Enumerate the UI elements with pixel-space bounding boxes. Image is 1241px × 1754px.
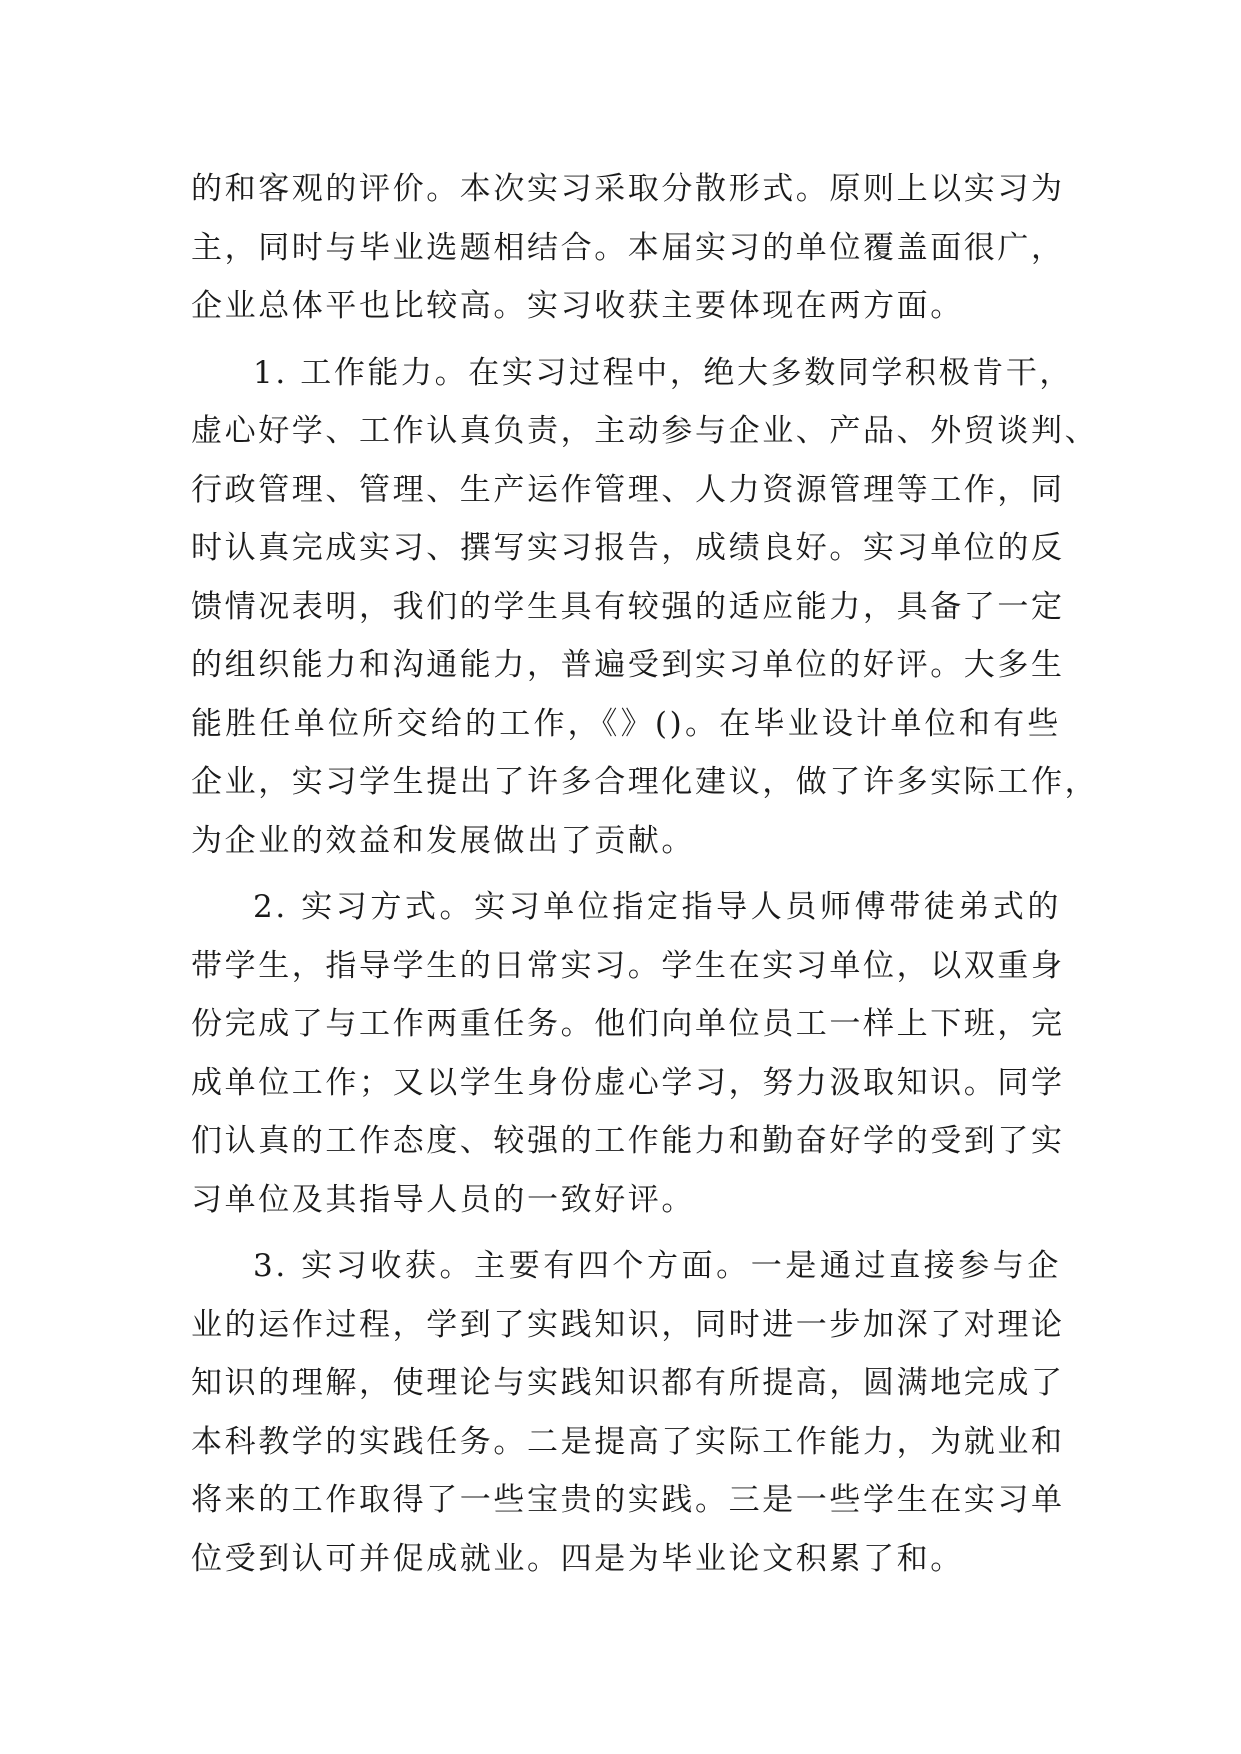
text-line: 馈情况表明，我们的学生具有较强的适应能力，具备了一定 bbox=[191, 588, 1065, 625]
text-line: 企业，实习学生提出了许多合理化建议，做了许多实际工作， bbox=[191, 764, 1099, 800]
text-line: 企业总体平也比较高。实习收获主要体现在两方面。 bbox=[191, 288, 964, 324]
text-line: 行政管理、管理、生产运作管理、人力资源管理等工作，同 bbox=[191, 471, 1065, 508]
text-line: 份完成了与工作两重任务。他们向单位员工一样上下班，完 bbox=[191, 1006, 1065, 1042]
text-line: 1. 工作能力。在实习过程中，绝大多数同学积极肯干， bbox=[253, 354, 1074, 391]
text-line: 将来的工作取得了一些宝贵的实践。三是一些学生在实习单 bbox=[191, 1482, 1065, 1518]
paragraph bbox=[191, 160, 1065, 336]
text-line: 本科教学的实践任务。二是提高了实际工作能力，为就业和 bbox=[191, 1423, 1065, 1460]
text-line: 位受到认可并促成就业。四是为毕业论文积累了和。 bbox=[191, 1540, 964, 1577]
text-line: 的和客观的评价。本次实习采取分散形式。原则上以实习为 bbox=[191, 171, 1065, 207]
text-line: 成单位工作；又以学生身份虚心学习，努力汲取知识。同学 bbox=[191, 1064, 1065, 1101]
text-line: 时认真完成实习、撰写实习报告，成绩良好。实习单位的反 bbox=[191, 530, 1065, 566]
text-line: 们认真的工作态度、较强的工作能力和勤奋好学的受到了实 bbox=[191, 1123, 1065, 1159]
text-line: 为企业的效益和发展做出了贡献。 bbox=[191, 822, 695, 859]
text-line: 能胜任单位所交给的工作，《》()。在毕业设计单位和有些 bbox=[191, 705, 1061, 742]
text-line: 知识的理解，使理论与实践知识都有所提高，圆满地完成了 bbox=[191, 1365, 1065, 1401]
text-line: 的组织能力和沟通能力，普遍受到实习单位的好评。大多生 bbox=[191, 647, 1065, 683]
text-line: 习单位及其指导人员的一致好评。 bbox=[191, 1181, 695, 1218]
paragraph bbox=[191, 878, 1065, 1229]
paragraph bbox=[191, 1237, 1065, 1588]
text-line: 虚心好学、工作认真负责，主动参与企业、产品、外贸谈判、 bbox=[191, 413, 1099, 449]
text-line: 带学生，指导学生的日常实习。学生在实习单位，以双重身 bbox=[191, 947, 1065, 984]
text-line: 主，同时与毕业选题相结合。本届实习的单位覆盖面很广， bbox=[191, 229, 1065, 266]
text-line: 3. 实习收获。主要有四个方面。一是通过直接参与企 bbox=[253, 1248, 1061, 1284]
text-line: 2. 实习方式。实习单位指定指导人员师傅带徒弟式的 bbox=[253, 889, 1061, 925]
body-text bbox=[191, 160, 1099, 1588]
paragraph bbox=[191, 344, 1099, 871]
text-line: 业的运作过程，学到了实践知识，同时进一步加深了对理论 bbox=[191, 1306, 1065, 1343]
